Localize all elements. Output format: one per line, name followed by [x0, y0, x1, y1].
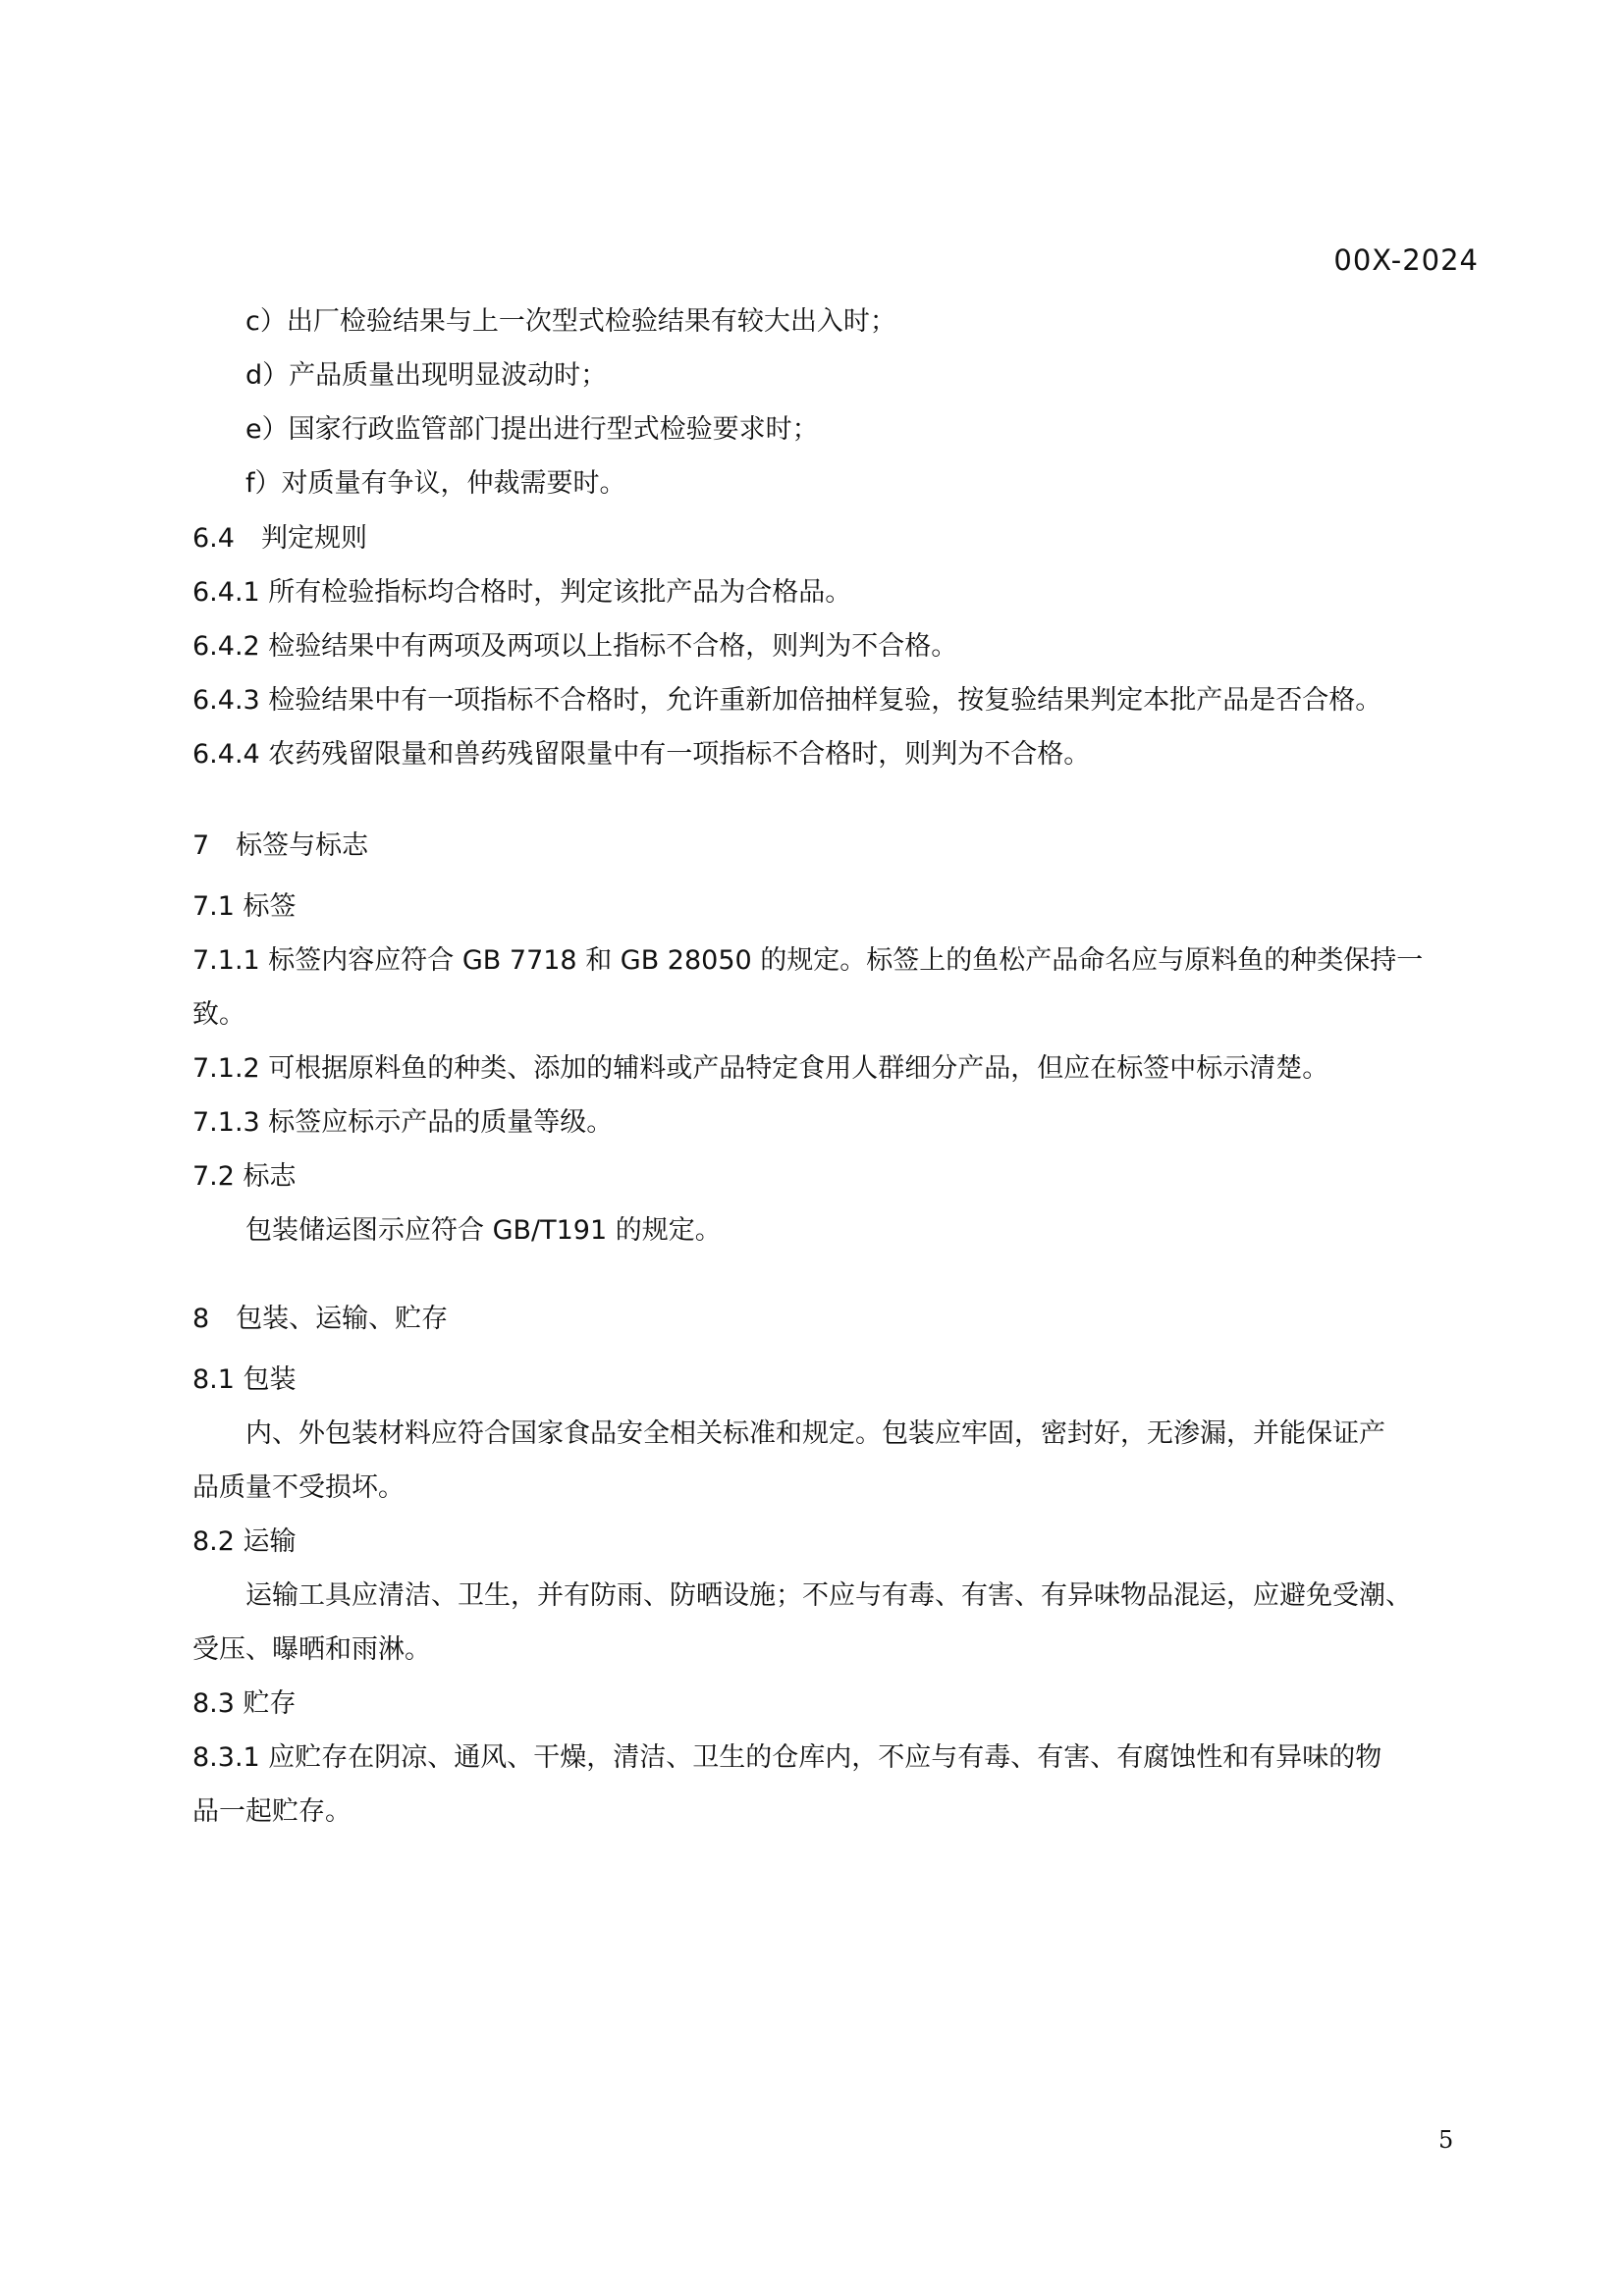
- item-7-1-1-line1: 7.1.1 标签内容应符合 GB 7718 和 GB 28050 的规定。标签上的鱼松产品命名应与原料鱼的种类保持一: [192, 945, 1424, 976]
- page-number: 5: [1438, 2126, 1454, 2154]
- section-8-1-line1: 内、外包装材料应符合国家食品安全相关标准和规定。包装应牢固，密封好，无渗漏，并能保证产: [245, 1418, 1385, 1449]
- section-7-2-text: 包装储运图示应符合 GB/T191 的规定。: [245, 1215, 722, 1246]
- section-7-1-heading: 7.1 标签: [192, 891, 297, 922]
- item-7-1-1-line2: 致。: [192, 999, 245, 1030]
- item-8-3-1-line1: 8.3.1 应贮存在阴凉、通风、干燥，清洁、卫生的仓库内，不应与有毒、有害、有腐蚀性和有异味的物: [192, 1742, 1382, 1773]
- section-8-2-heading: 8.2 运输: [192, 1526, 297, 1557]
- list-item-d: d）产品质量出现明显波动时；: [245, 360, 608, 391]
- list-item-f: f）对质量有争议，仲裁需要时。: [245, 468, 626, 499]
- item-8-3-1-line2: 品一起贮存。: [192, 1796, 352, 1827]
- section-8-1-heading: 8.1 包装: [192, 1364, 297, 1395]
- section-8-2-line2: 受压、曝晒和雨淋。: [192, 1634, 431, 1665]
- item-7-1-3: 7.1.3 标签应标示产品的质量等级。: [192, 1107, 614, 1138]
- item-6-4-3: 6.4.3 检验结果中有一项指标不合格时，允许重新加倍抽样复验，按复验结果判定本批产品是否合格。: [192, 685, 1382, 716]
- item-6-4-2: 6.4.2 检验结果中有两项及两项以上指标不合格，则判为不合格。: [192, 631, 958, 662]
- section-6-4-heading: 6.4 判定规则: [192, 523, 367, 554]
- list-item-e: e）国家行政监管部门提出进行型式检验要求时；: [245, 414, 819, 445]
- item-6-4-4: 6.4.4 农药残留限量和兽药残留限量中有一项指标不合格时，则判为不合格。: [192, 739, 1091, 770]
- section-8-2-line1: 运输工具应清洁、卫生，并有防雨、防晒设施；不应与有毒、有害、有异味物品混运，应避免受潮、: [245, 1580, 1412, 1611]
- document-code: 00X-2024: [1333, 243, 1479, 277]
- item-7-1-2: 7.1.2 可根据原料鱼的种类、添加的辅料或产品特定食用人群细分产品，但应在标签中标示清楚。: [192, 1053, 1329, 1084]
- section-8-1-line2: 品质量不受损坏。: [192, 1472, 405, 1503]
- list-item-c: c）出厂检验结果与上一次型式检验结果有较大出入时；: [245, 306, 896, 337]
- section-8-heading: 8 包装、运输、贮存: [192, 1304, 449, 1334]
- item-6-4-1: 6.4.1 所有检验指标均合格时，判定该批产品为合格品。: [192, 577, 852, 608]
- section-7-heading: 7 标签与标志: [192, 830, 369, 861]
- section-8-3-heading: 8.3 贮存: [192, 1688, 297, 1719]
- section-7-2-heading: 7.2 标志: [192, 1161, 297, 1192]
- page-body: [192, 304, 1479, 1827]
